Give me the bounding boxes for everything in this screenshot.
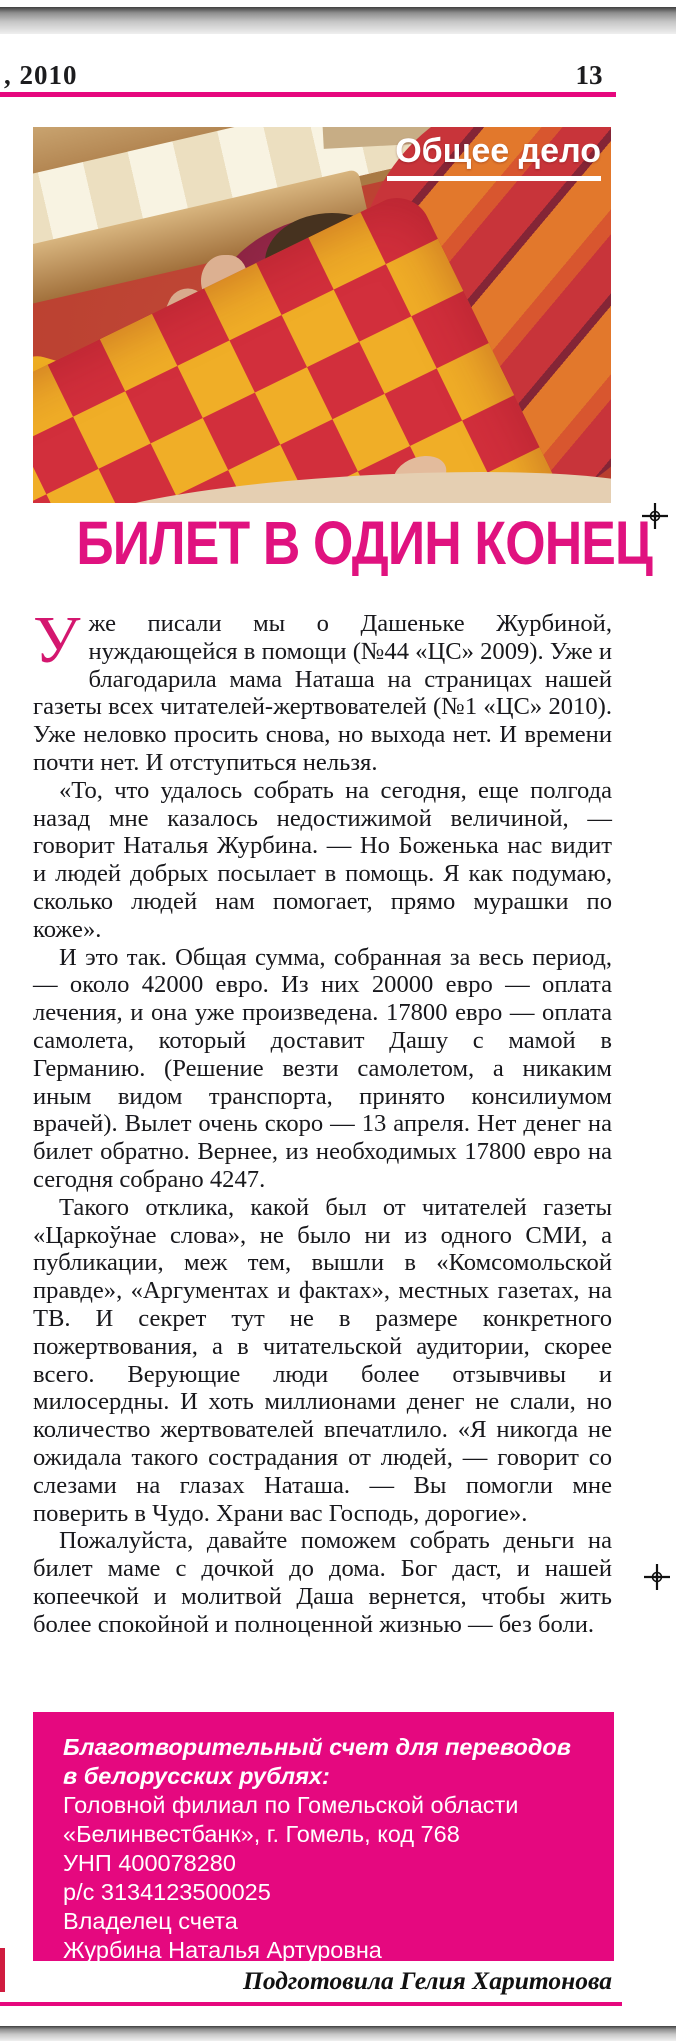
- drop-cap: У: [33, 603, 81, 677]
- registration-mark-icon: [644, 1564, 670, 1590]
- charity-box-line: «Белинвестбанк», г. Гомель, код 768: [63, 1821, 460, 1847]
- footer-rule: [0, 2002, 622, 2006]
- article-photo: [33, 127, 611, 503]
- page-number: 13: [575, 60, 603, 90]
- article-paragraph: [33, 1527, 612, 1638]
- article-paragraph: [33, 603, 612, 777]
- article-paragraph: [33, 944, 612, 1194]
- bottom-page-edge-bar: [0, 2026, 676, 2041]
- section-label: Общее дело: [395, 132, 601, 170]
- left-margin-red-tick: [0, 1948, 5, 1992]
- paragraph-text: И это так. Общая сумма, собранная за весь период, — около 42000 евро. Из них 20000 евро — оплата лечения, и она уже произведена. 17800 евро — оплата самолета, который доставит Дашу с мамой в Германию. (Решение везти самолетом, а никаким иным видом транспорта, принято консилиумом врачей). Вылет очень скоро — 13 апреля. Нет денег на билет обратно. Вернее, из необходимых 17800 евро на сегодня собрано 4247.: [33, 943, 612, 1193]
- header-date: , 2010: [4, 60, 78, 90]
- charity-box-line: Владелец счета: [63, 1908, 238, 1934]
- charity-account-box: [33, 1712, 614, 1961]
- charity-box-line: Головной филиал по Гомельской области: [63, 1792, 519, 1818]
- article-headline: БИЛЕТ В ОДИН КОНЕЦ: [76, 509, 653, 577]
- paragraph-text: Пожалуйста, давайте поможем собрать деньги на билет маме с дочкой до дома. Бог даст, и нашей копеечкой и молитвой Даша вернется, чтобы жить более спокойной и полноценной жизнью — без боли.: [33, 1527, 612, 1638]
- header-rule: [0, 92, 616, 97]
- section-label-underline: [387, 176, 601, 181]
- paragraph-text: Такого отклика, какой был от читателей газеты «Царкоўнае слова», не было ни из одного СМИ, а публикации, меж тем, вышли в «Комсомольской правде», «Аргументах и фактах», местных газетах, на ТВ. И секрет тут не в размере конкретного пожертвования, а в читательской аудитории, скорее всего. Верующие люди более отзывчивы и милосердны. И хоть миллионами денег не слали, но количество жертвователей впечатлило. «Я никогда не ожидала такого сострадания от людей, — говорит со слезами на глазах Наташа. — Вы помогли мне поверить в Чудо. Храни вас Господь, дорогие».: [33, 1193, 612, 1527]
- byline: Подготовила Гелия Харитонова: [242, 1966, 612, 1995]
- article-body: [33, 603, 612, 1638]
- paragraph-text: же писали мы о Дашеньке Журбиной, нуждающейся в помощи (№44 «ЦС» 2009). Уже и благодарила мама Наташа на страницах нашей газеты всех читателей-жертвователей (№1 «ЦС» 2010). Уже неловко просить снова, но выхода нет. И времени почти нет. И отступиться нельзя.: [33, 610, 612, 776]
- article-paragraph: [33, 1194, 612, 1528]
- top-page-edge-bar: [0, 7, 676, 34]
- charity-box-line-owner: Журбина Наталья Артуровна: [63, 1937, 382, 1963]
- charity-box-title-line: Благотворительный счет для переводов: [63, 1734, 571, 1760]
- charity-box-title-line: в белорусских рублях:: [63, 1763, 330, 1789]
- article-paragraph: [33, 777, 612, 944]
- paragraph-text: «То, что удалось собрать на сегодня, еще полгода назад мне казалось недостижимой величиной, — говорит Наталья Журбина. — Но Боженька нас видит и людей добрых посылает в помощь. Я как подумаю, сколько людей нам помогает, прямо мурашки по коже».: [33, 776, 612, 943]
- charity-box-line-unp: УНП 400078280: [63, 1850, 236, 1876]
- charity-box-line-account: р/с 3134123500025: [63, 1879, 271, 1905]
